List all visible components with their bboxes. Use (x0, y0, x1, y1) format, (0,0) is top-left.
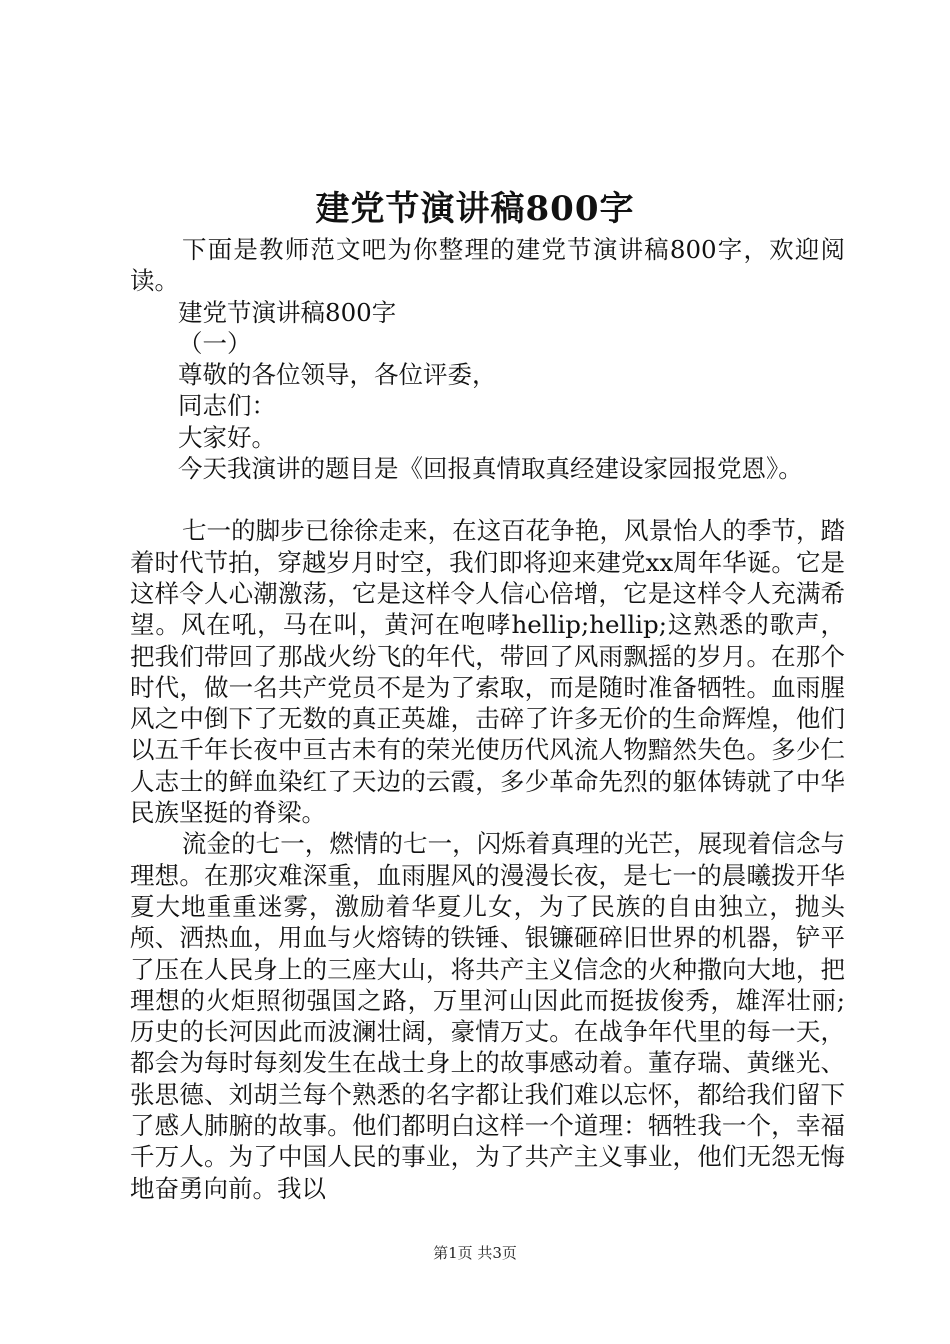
document-title: 建党节演讲稿800字 (315, 189, 635, 229)
paragraph-spacer (130, 484, 845, 515)
greeting-line: 大家好。 (178, 422, 276, 452)
section-marker: （一） (178, 328, 252, 358)
topic-line: 今天我演讲的题目是《回报真情取真经建设家园报党恩》。 (178, 454, 803, 484)
page-footer: 第1页 共3页 (433, 1244, 517, 1262)
salutation-line-1: 尊敬的各位领导，各位评委， (178, 360, 497, 390)
intro-paragraph: 下面是教师范文吧为你整理的建党节演讲稿800字，欢迎阅读。 (130, 235, 845, 296)
body-paragraph-2: 流金的七一，燃情的七一，闪烁着真理的光芒，展现着信念与理想。在那灾难深重，血雨腥风的漫漫长夜，是七一的晨曦拨开华夏大地重重迷雾，激励着华夏儿女，为了民族的自由独立，抛头颅、洒热血，用血与火熔铸的铁锤、银镰砸碎旧世界的机器，铲平了压在人民身上的三座大山，将共产主义信念的火种撒向大地，把理想的火炬照彻强国之路，万里河山因此而挺拔俊秀，雄浑壮丽;历史的长河因此而波澜壮阔，豪情万丈。在战争年代里的每一天，都会为每时每刻发生在战士身上的故事感动着。董存瑞、黄继光、张思德、刘胡兰每个熟悉的名字都让我们难以忘怀，都给我们留下了感人肺腑的故事。他们都明白这样一个道理：牺牲我一个，幸福千万人。为了中国人民的事业，为了共产主义事业，他们无怨无悔地奋勇向前。我以 (130, 829, 845, 1203)
body-paragraph-1: 七一的脚步已徐徐走来，在这百花争艳，风景怡人的季节，踏着时代节拍，穿越岁月时空，我们即将迎来建党xx周年华诞。它是这样令人心潮激荡，它是这样令人信心倍增，它是这样令人充满希望。风在吼，马在叫，黄河在咆哮hellip;hellip;这熟悉的歌声，把我们带回了那战火纷飞的年代，带回了风雨飘摇的岁月。在那个时代，做一名共产党员不是为了索取，而是随时准备牺牲。血雨腥风之中倒下了无数的真正英雄，击碎了许多无价的生命辉煌，他们以五千年长夜中亘古未有的荣光使历代风流人物黯然失色。多少仁人志士的鲜血染红了天边的云霞，多少革命先烈的躯体铸就了中华民族坚挺的脊梁。 (130, 516, 845, 828)
subtitle-line: 建党节演讲稿800字 (178, 297, 397, 327)
document-body (130, 234, 845, 1204)
salutation-line-2: 同志们： (178, 391, 276, 421)
